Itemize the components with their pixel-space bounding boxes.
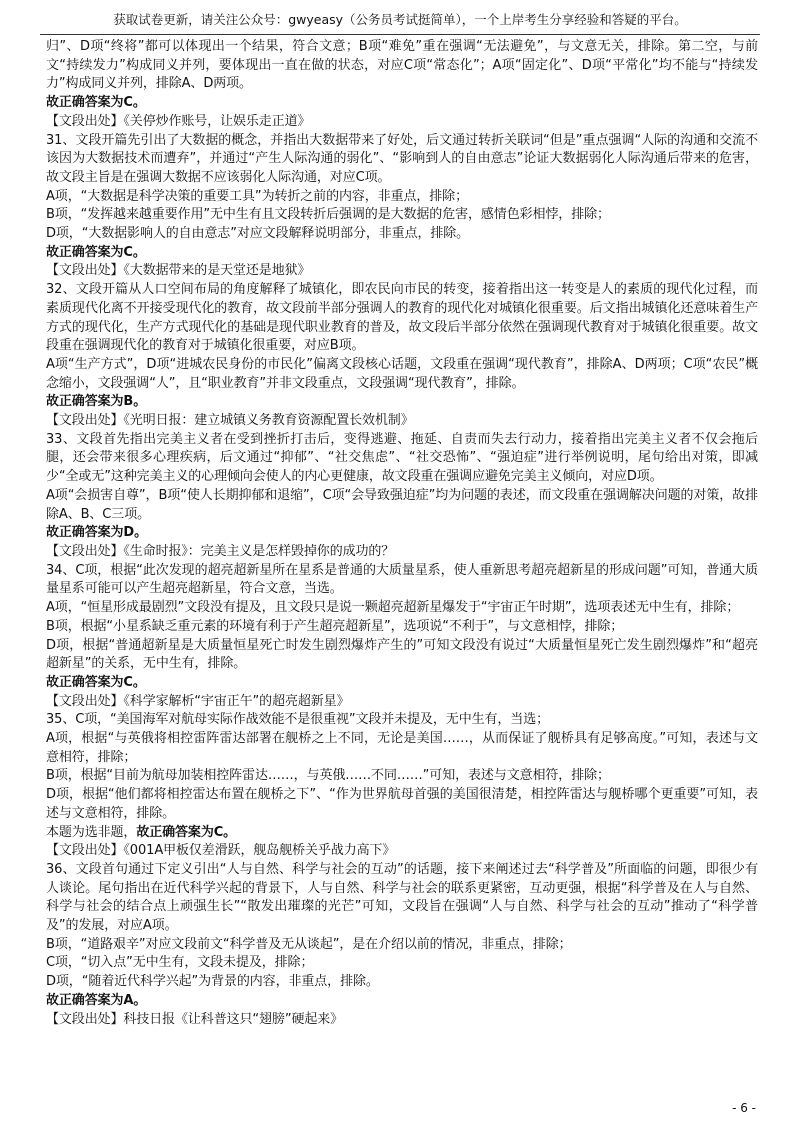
paragraph: 36、文段首句通过下定义引出“人与自然、科学与社会的互动”的话题，接下来阐述过去“科学普及”所面临的问题，即很少有人谈论。尾句指出在近代科学兴起的背景下，人与自然、科学与社会的联系更紧密，互动更强，根据“科学普及在人与自然、科学与社会的结合点上顽强生长”“散发出璀璨的光芒”可知，文段旨在强调“人与自然、科学与社会的互动”推动了“科学普及”的发展，对应A项。 <box>46 861 758 934</box>
header-text: 获取试卷更新，请关注公众号：gwyeasy（公务员考试挺简单），一个上岸考生分享经验和答疑的平台。 <box>113 12 687 27</box>
answer-line: 故正确答案为C。 <box>46 674 146 690</box>
answer-line: 故正确答案为B。 <box>46 394 147 410</box>
document-body <box>46 38 758 1029</box>
source-citation: 【文段出处】《科学家解析“宇宙正午”的超亮超新星》 <box>46 693 350 709</box>
source-citation: 【文段出处】科技日报《让科普这只“翅膀”硬起来》 <box>46 1011 344 1027</box>
paragraph: A项，“大数据是科学决策的重要工具”为转折之前的内容，非重点，排除； <box>46 188 468 204</box>
paragraph: B项，“发挥越来越重要作用”无中生有且文段转折后强调的是大数据的危害，感情色彩相悖，排除； <box>46 207 610 223</box>
answer-lead: 本题为选非题， <box>46 824 137 840</box>
paragraph: B项，“道路艰辛”对应文段前文“科学普及无从谈起”，是在介绍以前的情况，非重点，排除； <box>46 936 572 952</box>
paragraph: A项，“恒星形成最剧烈”文段没有提及，且文段只是说一颗超亮超新星爆发于“宇宙正午时期”，选项表述无中生有，排除； <box>46 600 740 616</box>
answer-line <box>46 824 758 843</box>
paragraph: A项“会损害自尊”，B项“使人长期抑郁和退缩”，C项“会导致强迫症”均为问题的表述，而文段重在强调解决问题的对策，故排除A、B、C三项。 <box>46 487 758 522</box>
paragraph: D项，根据“他们都将相控雷达布置在舰桥之下”、“作为世界航母首强的美国很清楚，相控阵雷达与舰桥哪个更重要”可知，表述与文意相符，排除。 <box>46 787 758 821</box>
paragraph: C项，“切入点”无中生有，文段未提及，排除； <box>46 955 314 971</box>
source-citation: 【文段出处】《生命时报》：完美主义是怎样毁掉你的成功的？ <box>46 543 395 559</box>
paragraph: D项，根据“普通超新星是大质量恒星死亡时发生剧烈爆炸产生的”可知文段没有说过“大质量恒星死亡发生剧烈爆炸”和“超亮超新星”的关系，无中生有，排除。 <box>46 637 758 672</box>
paragraph: D项，“随着近代科学兴起”为背景的内容，非重点，排除。 <box>46 974 379 990</box>
paragraph: 32、文段开篇从人口空间布局的角度解释了城镇化，即农民向市民的转变，接着指出这一转变是人的素质的现代化过程，而素质现代化离不开接受现代化的教育，故文段前半部分强调人的教育的现代化对城镇化很重要。后文指出城镇化还意味着生产方式的现代化，生产方式现代化的基础是现代职业教育的普及，故文段后半部分依然在强调现代教育对于城镇化很重要。故文段重在强调现代化的教育对于城镇化很重要，对应B项。 <box>46 282 758 354</box>
paragraph: D项，“大数据影响人的自由意志”对应文段解释说明部分，非重点，排除。 <box>46 226 470 242</box>
paragraph: A项“生产方式”，D项“进城农民身份的市民化”偏离文段核心话题，文段重在强调“现代教育”，排除A、D两项；C项“农民”概念缩小，文段强调“人”，且“职业教育”并非文段重点，文段强调“现代教育”，排除。 <box>46 356 758 391</box>
answer-line: 故正确答案为C。 <box>46 95 146 111</box>
page-header <box>40 6 760 35</box>
answer-line: 故正确答案为A。 <box>46 992 147 1008</box>
paragraph: 33、文段首先指出完美主义者在受到挫折打击后，变得逃避、拖延、自责而失去行动力，接着指出完美主义者不仅会拖后腿，还会带来很多心理疾病，后文通过“抑郁”、“社交焦虑”、“社交恐怖”、“强迫症”进行举例说明，尾句给出对策，即减少“全或无”这种完美主义的心理倾向会使人的内心更健康，故文段重在强调应避免完美主义倾向，对应D项。 <box>46 431 758 485</box>
paragraph: B项，根据“目前为航母加装相控阵雷达……，与英俄……不同……”可知，表述与文意相符，排除； <box>46 768 610 784</box>
answer-line: 故正确答案为C。 <box>46 244 146 260</box>
paragraph: 归”、D项“终将”都可以体现出一个结果，符合文意；B项“难免”重在强调“无法避免”，与文意无关，排除。第二空，与前文“持续发力”构成同义并列，要体现出一直在做的状态，对应C项“常态化”；A项“固定化”、D项“平常化”均不能与“持续发力”构成同义并列，排除A、D两项。 <box>46 39 758 92</box>
page-number: - 6 - <box>732 1101 756 1115</box>
paragraph: 35、C项，“美国海军对航母实际作战效能不是很重视”文段并未提及，无中生有，当选； <box>46 712 549 728</box>
answer-line: 故正确答案为D。 <box>46 525 147 541</box>
source-citation: 【文段出处】《光明日报：建立城镇义务教育资源配置长效机制》 <box>46 413 414 429</box>
paragraph: 31、文段开篇先引出了大数据的概念，并指出大数据带来了好处，后文通过转折关联词“但是”重点强调“人际的沟通和交流不该因为大数据技术而遭弃”，并通过“产生人际沟通的弱化”、“影响到人的自由意志”论证大数据弱化人际沟通后带来的危害，故文段主旨是在强调大数据不应该弱化人际沟通，对应C项。 <box>46 132 758 185</box>
source-citation: 【文段出处】《关停炒作账号，让娱乐走正道》 <box>46 113 311 129</box>
paragraph: 34、C项，根据“此次发现的超亮超新星所在星系是普通的大质量星系，使人重新思考超亮超新星的形成问题”可知，普通大质量星系可能可以产生超亮超新星，符合文意，当选。 <box>46 562 758 597</box>
source-citation: 【文段出处】《001A甲板仅差滑跃，舰岛舰桥关乎战力高下》 <box>46 843 396 859</box>
answer-bold: 故正确答案为C。 <box>136 824 237 840</box>
paragraph: A项，根据“与英俄将相控雷阵雷达部署在舰桥之上不同，无论是美国……，从而保证了舰桥具有足够高度。”可知，表述与文意相符，排除； <box>46 731 758 765</box>
paragraph: B项，根据“小星系缺乏重元素的环境有利于产生超亮超新星”，选项说“不利于”，与文意相悖，排除； <box>46 618 624 634</box>
source-citation: 【文段出处】《大数据带来的是天堂还是地狱》 <box>46 263 311 279</box>
